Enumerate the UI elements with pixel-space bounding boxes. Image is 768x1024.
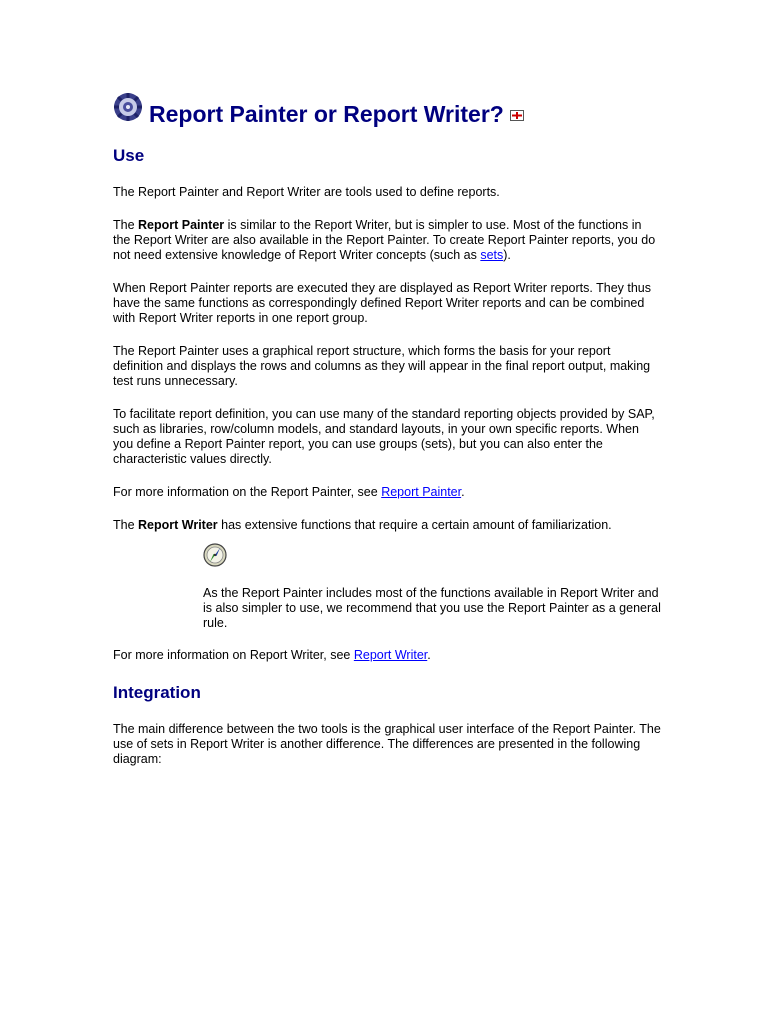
paragraph: For more information on Report Writer, see Report Writer.: [113, 648, 431, 662]
paragraph: To facilitate report definition, you can use many of the standard reporting objects provided by SAP, such as libraries, row/column models, and standard layouts, in your own specific reports. When you define a Report Painter report, you can use groups (sets), but you can also enter the characteristic values directly.: [113, 407, 655, 466]
paragraph: The Report Writer has extensive functions that require a certain amount of familiarization.: [113, 518, 612, 532]
paragraph: The Report Painter uses a graphical report structure, which forms the basis for your report definition and displays the rows and columns as they will appear in the final report output, making test runs unnecessary.: [113, 344, 651, 388]
paragraph: The Report Painter is similar to the Report Writer, but is simpler to use. Most of the functions in the Report Writer are also available in the Report Painter. To create Report Painter reports, you do not need extensive knowledge of Report Writer concepts (such as sets).: [113, 218, 656, 262]
note-text: As the Report Painter includes most of the functions available in Report Writer and is also simpler to use, we recommend that you use the Report Painter as a general rule.: [203, 586, 661, 630]
compass-icon: [203, 543, 227, 567]
section-heading-use: Use: [113, 146, 145, 165]
page-title: Report Painter or Report Writer?: [149, 101, 504, 127]
title-row: [113, 92, 661, 128]
sets-link[interactable]: sets: [480, 248, 504, 262]
bold-term: Report Writer: [138, 518, 218, 532]
report-writer-link[interactable]: Report Writer: [353, 648, 428, 662]
document-page: [113, 92, 661, 767]
report-painter-link[interactable]: Report Painter: [381, 485, 462, 499]
expand-icon[interactable]: [510, 110, 524, 121]
recommendation-note: [203, 543, 661, 631]
paragraph: The Report Painter and Report Writer are tools used to define reports.: [113, 185, 500, 199]
gear-icon: [113, 92, 143, 122]
section-heading-integration: Integration: [113, 683, 201, 702]
paragraph: The main difference between the two tools is the graphical user interface of the Report Painter. The use of sets in Report Writer is another difference. The differences are presented in the following diagram:: [113, 722, 661, 766]
paragraph: For more information on the Report Painter, see Report Painter.: [113, 485, 465, 499]
paragraph: When Report Painter reports are executed they are displayed as Report Writer reports. They thus have the same functions as correspondingly defined Report Writer reports and can be combined with Report Writer reports in one report group.: [113, 281, 651, 325]
bold-term: Report Painter: [138, 218, 225, 232]
